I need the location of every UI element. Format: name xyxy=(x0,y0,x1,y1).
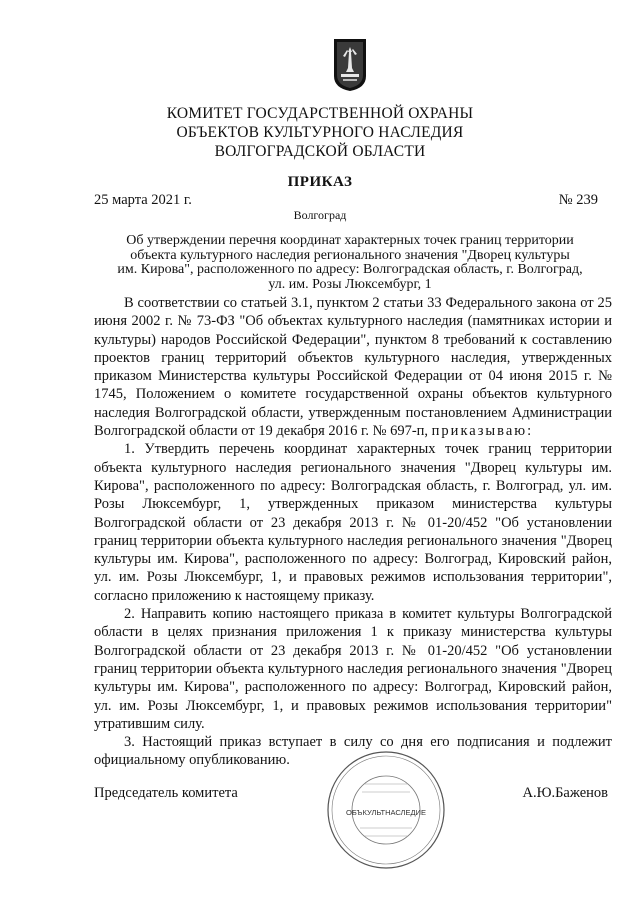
document-number: № 239 xyxy=(558,192,598,208)
item-3-paragraph: 3. Настоящий приказ вступает в силу со дня его подписания и подлежит официальному опубликованию. xyxy=(94,734,612,769)
order-word: приказываю: xyxy=(431,423,534,440)
document-body xyxy=(94,294,612,770)
document-subject xyxy=(94,234,606,292)
subject-line-3: им. Кирова", расположенного по адресу: Волгоградская область, г. Волгоград, xyxy=(117,262,583,278)
subject-line-1: Об утверждении перечня координат характерных точек границ территории xyxy=(126,233,574,248)
organization-line-1: КОМИТЕТ ГОСУДАРСТВЕННОЙ ОХРАНЫ xyxy=(166,105,474,122)
document-date: 25 марта 2021 г. xyxy=(94,192,192,208)
subject-line-2: объекта культурного наследия регионального значения "Дворец культуры xyxy=(130,247,570,263)
subject-line-4: ул. им. Розы Люксембург, 1 xyxy=(268,276,432,292)
preamble-text: В соответствии со статьей 3.1, пунктом 2 статьи 33 Федерального закона от 25 июня 2002 г. № 73-ФЗ "Об объектах культурного наследия (памятниках истории и культуры) народов Российской Федерации", пунктом 8 требований к составлению проектов границ территорий объектов культурного наследия, утвержденных приказом Министерства культуры Российской Федерации от 04 июня 2015 г. № 1745, Положением о комитете государственной охраны объектов культурного наследия Волгоградской области, утвержденным постановлением Администрации Волгоградской области от 19 декабря 2016 г. № 697-п, xyxy=(94,295,612,440)
preamble-paragraph xyxy=(94,294,612,440)
signatory-position: Председатель комитета xyxy=(94,785,238,801)
item-2-paragraph: 2. Направить копию настоящего приказа в комитет культуры Волгоградской области в целях признания приложения 1 к приказу министерства культуры Волгоградской области от 23 декабря 2013 г. № 01-20/452 "Об установлении границ территории объекта культурного наследия регионального значения "Дворец культуры им. Кирова", расположенного по адресу: Волгоград, Кировский район, ул. им. Розы Люксембург, 1, и правовых режимов использования территории" утратившим силу. xyxy=(94,606,612,732)
document-city: Волгоград xyxy=(293,208,347,222)
organization-line-3: ВОЛГОГРАДСКОЙ ОБЛАСТИ xyxy=(214,143,426,160)
official-seal xyxy=(324,748,448,872)
signatory-name: А.Ю.Баженов xyxy=(522,785,608,801)
document-type: ПРИКАЗ xyxy=(287,174,353,190)
item-1-paragraph: 1. Утвердить перечень координат характерных точек границ территории объекта культурного наследия регионального значения "Дворец культуры им. Кирова", расположенного по адресу: Волгоградская область, г. Волгоград, ул. им. Розы Люксембург, 1, утвержденных приказом министерства культуры Волгоградской области от 23 декабря 2013 г. № 01-20/452 "Об установлении границ территории объекта культурного наследия регионального значения "Дворец культуры им. Кирова", расположенного по адресу: Волгоград, Кировский район, ул. им. Розы Люксембург, 1, и правовых режимов использования территории", согласно приложению к настоящему приказу. xyxy=(94,441,612,604)
organization-name xyxy=(0,104,640,161)
organization-line-2: ОБЪЕКТОВ КУЛЬТУРНОГО НАСЛЕДИЯ xyxy=(176,124,464,141)
volgograd-coat-of-arms-icon xyxy=(333,38,367,92)
seal-text: ОБЪКУЛЬТНАСЛЕДИЕ xyxy=(346,808,426,817)
